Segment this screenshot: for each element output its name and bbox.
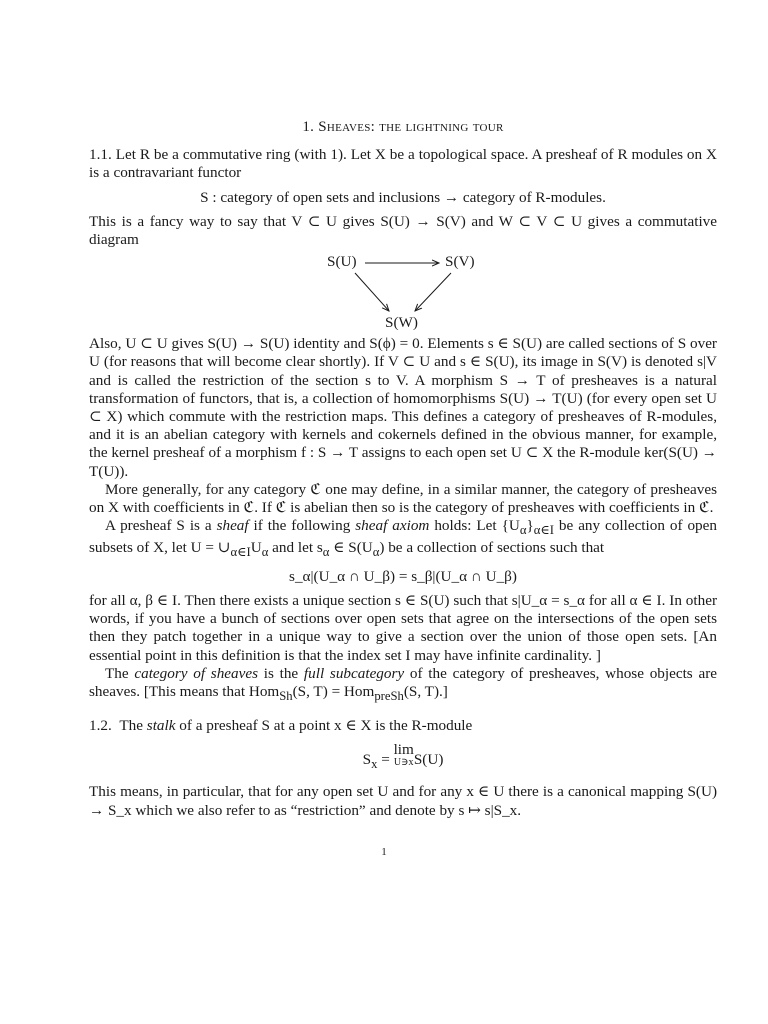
paper-page xyxy=(89,118,717,820)
term-stalk: stalk xyxy=(146,717,176,735)
display-stalk: $S_x = \lim$ U∋x S(U) xyxy=(362,741,444,772)
term-category-of-sheaves: category of sheaves xyxy=(134,664,259,682)
arrow-right-diag xyxy=(415,273,451,311)
paragraph-means: This means, in particular, that for any open set U and for any x ∈ U there is a canonical mapping S(U) → S_x which we also refer to as “restriction” and denote by s ↦ s|S_x. xyxy=(89,783,717,819)
paragraph-also: Also, U ⊂ U gives S(U) → S(U) identity and S(ϕ) = 0. Elements s ∈ S(U) are called sections of S over U (for reasons that will become clear shortly). If V ⊂ U and s ∈ S(U), its image in S(V) is denoted s|V and is called the restriction of the section s to V. A morphism S → T of presheaves is a natural transformation of functors, that is, a collection of homomorphisms S(U) → T(U) (for every open set U ⊂ X) which commute with the restriction maps. This defines a category of presheaves of R-modules, and it is an abelian category with kernels and cokernels defined in the obvious manner, for example, the kernel presheaf of a morphism f : S → T assigns to each open set U ⊂ X the R-module ker(S(U) → T(U)). xyxy=(89,335,717,480)
display-agree: s_α|(U_α ∩ U_β) = s_β|(U_α ∩ U_β) xyxy=(289,567,517,585)
commutative-diagram xyxy=(89,251,717,335)
paragraph-sheaf-def: A presheaf S is a sheaf if the following sheaf axiom holds: Let $\{U_\alpha\}_{\alpha\in I}$ be any collection of open subsets of X, let $U = \cup_{\alpha\in I}U_\alpha$ and let $s_\alpha$ ∈ $S(U_\alpha)$ be a collection of sections such that xyxy=(89,517,717,560)
display-functor: S : category of open sets and inclusions → category of R-modules. xyxy=(200,188,606,206)
page-number: 1 xyxy=(381,846,387,858)
diagram-node-sw: S(W) xyxy=(385,314,418,332)
paragraph-text: Let R be a commutative ring (with 1). Let X be a topological space. A presheaf of R modules on X is a contravariant functor xyxy=(89,146,718,182)
term-sheaf-axiom: sheaf axiom xyxy=(355,517,430,535)
section-title: 1. Sheaves: the lightning tour xyxy=(302,119,504,135)
paragraph-1-1 xyxy=(89,146,717,182)
paragraph-more-generally: More generally, for any category ℭ one may define, in a similar manner, the category of presheaves on X with coefficients in ℭ. If ℭ is abelian then so is the category of presheaves with coefficients in ℭ. xyxy=(89,480,717,517)
diagram-node-sv: S(V) xyxy=(445,253,475,271)
subsection-label: 1.1. xyxy=(89,146,112,164)
paragraph-category-of-sheaves: The category of sheaves is the full subcategory of the category of presheaves, whose objects are sheaves. [This means that Hom$_{Sh}$(S, T) = Hom$_{preSh}$(S, T).] xyxy=(89,664,717,703)
subsection-label: 1.2. xyxy=(89,717,112,735)
paragraph-1-2: 1.2. The stalk of a presheaf S at a point x ∈ X is the R-module xyxy=(89,717,473,735)
diagram-node-su: S(U) xyxy=(327,253,357,271)
paragraph-fancy: This is a fancy way to say that V ⊂ U gives S(U) → S(V) and W ⊂ V ⊂ U gives a commutative diagram xyxy=(89,212,717,249)
arrow-left-diag xyxy=(355,273,389,311)
term-sheaf: sheaf xyxy=(216,517,249,535)
direct-limit: lim U∋x xyxy=(393,741,414,768)
paragraph-forall: for all α, β ∈ I. Then there exists a unique section s ∈ S(U) such that s|U_α = s_α for all α ∈ I. In other words, if you have a bunch of sections over open sets that agree on the intersections of the open sets then they patch together in a unique way to give a section over the union of those open sets. [An essential point in this definition is that the index set I may have infinite cardinality. ] xyxy=(89,591,717,664)
term-full-subcategory: full subcategory xyxy=(303,664,405,682)
